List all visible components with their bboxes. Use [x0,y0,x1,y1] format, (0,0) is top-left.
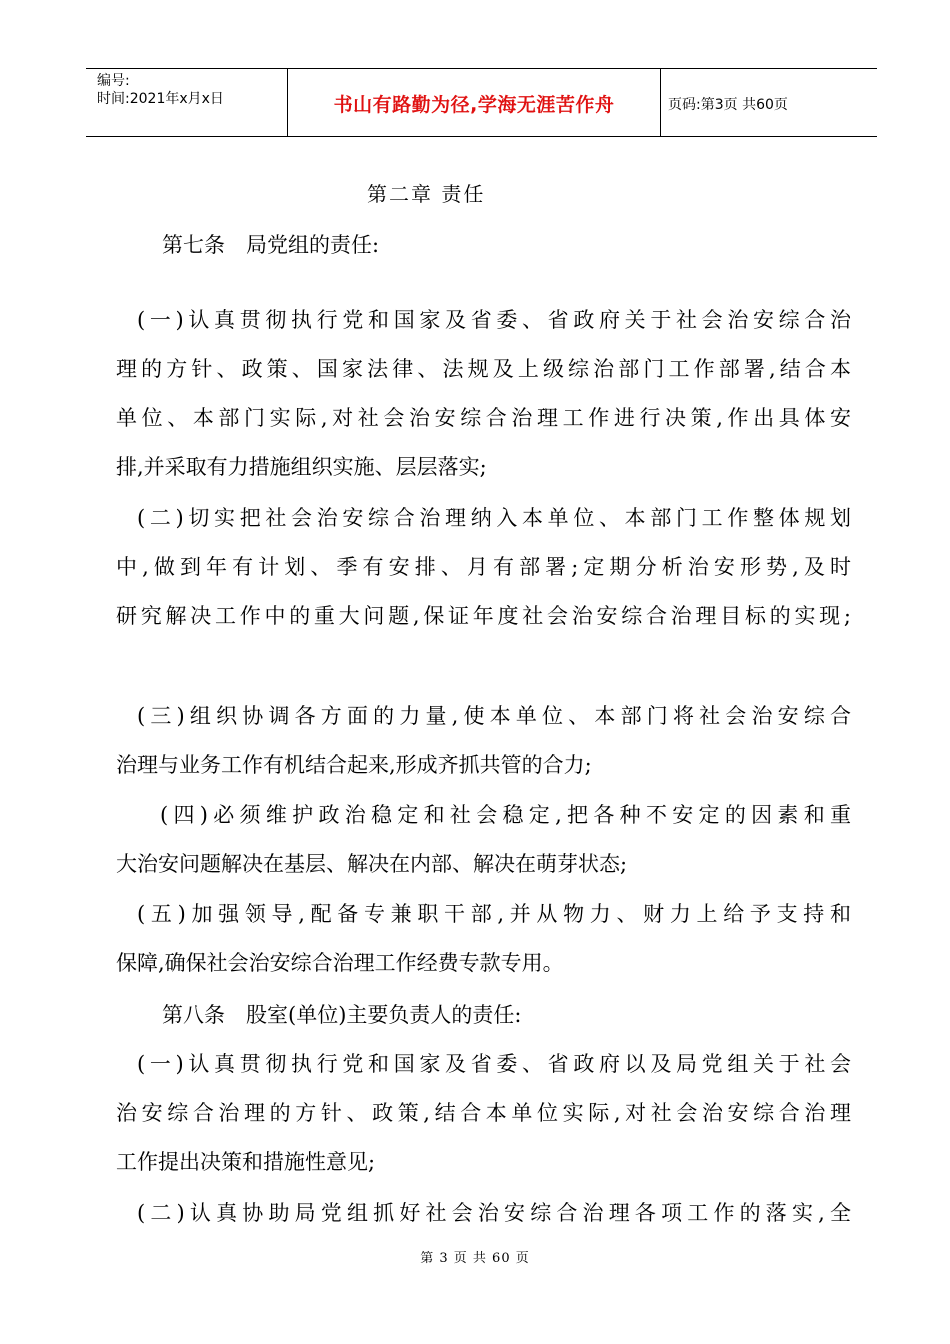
paragraph-line: (二)切实把社会治安综合治理纳入本单位、本部门工作整体规划 [137,506,851,530]
paragraph-line: 保障,确保社会治安综合治理工作经费专款专用。 [116,951,564,975]
paragraph-line: (一)认真贯彻执行党和国家及省委、省政府以及局党组关于社会 [137,1052,851,1076]
footer-page-number: 第 3 页 共 60 页 [420,1251,530,1266]
header-motto: 书山有路勤为径,学海无涯苦作舟 [333,94,615,116]
paragraph-line: 工作提出决策和措施性意见; [116,1150,376,1174]
article-heading: 第七条 局党组的责任: [162,233,380,257]
header-bottom-rule [86,136,877,137]
article-heading: 第八条 股室(单位)主要负责人的责任: [162,1003,522,1027]
paragraph-line: 排,并采取有力措施组织实施、层层落实; [116,455,487,479]
header-page-number: 页码:第3页 共60页 [668,97,788,113]
header-meta [97,72,287,108]
paragraph-line: (四)必须维护政治稳定和社会稳定,把各种不安定的因素和重 [160,803,851,827]
paragraph-line: 研究解决工作中的重大问题,保证年度社会治安综合治理目标的实现; [116,604,851,628]
header-top-rule [86,68,877,69]
paragraph-line: 治安综合治理的方针、政策,结合本单位实际,对社会治安综合治理 [116,1101,851,1125]
paragraph-line: 中,做到年有计划、季有安排、月有部署;定期分析治安形势,及时 [116,555,851,579]
header-divider-right [660,68,661,136]
paragraph-line: (三)组织协调各方面的力量,使本单位、本部门将社会治安综合 [137,704,851,728]
paragraph-line: 单位、本部门实际,对社会治安综合治理工作进行决策,作出具体安 [116,406,851,430]
header-number: 编号: [97,73,130,89]
chapter-title: 第二章 责任 [367,182,486,206]
header-time: 时间:2021年x月x日 [97,91,224,107]
paragraph-line: (一)认真贯彻执行党和国家及省委、省政府关于社会治安综合治 [137,308,851,332]
paragraph-line: 理的方针、政策、国家法律、法规及上级综治部门工作部署,结合本 [116,357,851,381]
paragraph-line: (二)认真协助局党组抓好社会治安综合治理各项工作的落实,全 [137,1201,851,1225]
paragraph-line: (五)加强领导,配备专兼职干部,并从物力、财力上给予支持和 [137,902,851,926]
paragraph-line: 治理与业务工作有机结合起来,形成齐抓共管的合力; [116,753,592,777]
paragraph-line: 大治安问题解决在基层、解决在内部、解决在萌芽状态; [116,852,628,876]
